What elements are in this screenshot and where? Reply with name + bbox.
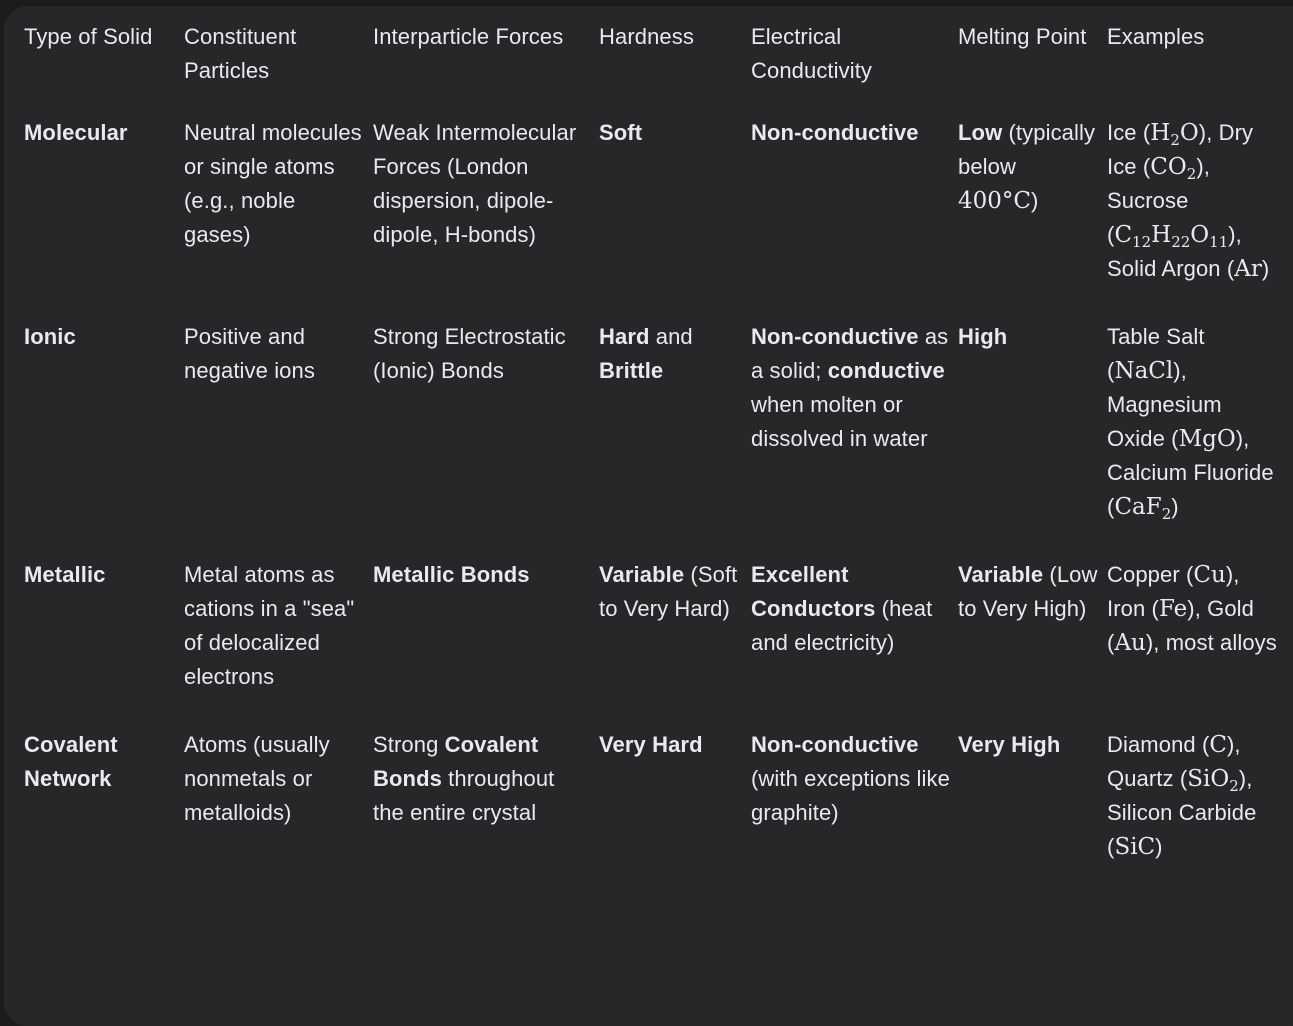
cell-conductivity — [751, 116, 958, 320]
text: Copper ( — [1107, 562, 1194, 587]
cell-type — [24, 320, 184, 558]
header-constituent-particles: Constituent Particles — [184, 24, 297, 83]
text: ), Dry Ice ( — [1107, 120, 1254, 179]
text: ), Silicon Carbide ( — [1107, 766, 1257, 859]
text: ) — [1031, 188, 1039, 213]
cell-melting-point — [958, 558, 1107, 728]
text: (Soft to Very Hard) — [599, 562, 738, 621]
bold-text: conductive — [827, 358, 945, 383]
subscript: 12 — [1132, 233, 1152, 251]
cell-hardness — [599, 728, 751, 898]
cell-conductivity — [751, 728, 958, 898]
bold-text: Non-conductive — [751, 120, 919, 145]
cell-examples — [1107, 320, 1287, 558]
text: ) — [1171, 494, 1179, 519]
subscript: 11 — [1209, 233, 1229, 251]
cell-conductivity — [751, 320, 958, 558]
bold-text: Covalent Bonds — [373, 732, 539, 791]
text: (with exceptions like graphite) — [751, 766, 950, 825]
bold-text: Soft — [599, 120, 643, 145]
cell-type — [24, 116, 184, 320]
formula: Fe — [1158, 596, 1188, 622]
table-row-ionic — [24, 320, 1287, 558]
cell-melting-point — [958, 116, 1107, 320]
bold-text: Excellent Conductors — [751, 562, 876, 621]
text: ), Solid Argon ( — [1107, 222, 1242, 281]
cell-hardness — [599, 558, 751, 728]
cell-melting-point — [958, 320, 1107, 558]
formula: C — [1209, 732, 1227, 758]
bold-text: Covalent Network — [24, 732, 118, 791]
bold-text: Non-conductive — [751, 324, 919, 349]
cell-forces — [373, 116, 599, 320]
text: (Low to Very High) — [958, 562, 1098, 621]
formula: $H_2$ — [1150, 120, 1180, 149]
text: ), Magnesium Oxide ( — [1107, 358, 1222, 451]
formula: Cu — [1193, 562, 1226, 588]
bold-text: Very High — [958, 732, 1061, 757]
header-electrical-conductivity: Electrical Conductivity — [751, 24, 873, 83]
cell-hardness — [599, 116, 751, 320]
subscript: 2 — [1186, 165, 1197, 183]
header-hardness: Hardness — [599, 24, 694, 49]
cell-examples — [1107, 116, 1287, 320]
bold-text: Metallic — [24, 562, 106, 587]
text: as a solid; — [751, 324, 949, 383]
cell-type — [24, 728, 184, 898]
solids-comparison-table — [24, 20, 1287, 898]
bold-text: Variable — [958, 562, 1044, 587]
cell-particles — [184, 320, 373, 558]
formula: SiO$_2$ — [1187, 766, 1239, 795]
text: ), Calcium Fluoride ( — [1107, 426, 1274, 519]
cell-examples — [1107, 558, 1287, 728]
formula: Ar — [1234, 256, 1262, 282]
header-examples: Examples — [1107, 24, 1205, 49]
text: Metal atoms as cations in a "sea" of delocalized electrons — [184, 562, 355, 689]
text: ), Gold ( — [1107, 596, 1254, 655]
formula: MgO — [1178, 426, 1236, 452]
table-row-molecular — [24, 116, 1287, 320]
text: ) — [1155, 834, 1163, 859]
bold-text: Non-conductive — [751, 732, 919, 757]
text: Table Salt ( — [1107, 324, 1205, 383]
formula: Au — [1114, 630, 1146, 656]
table-row-covalent-network — [24, 728, 1287, 898]
text: ), Iron ( — [1107, 562, 1240, 621]
cell-melting-point — [958, 728, 1107, 898]
formula: 400°C — [958, 188, 1031, 214]
subscript: 2 — [1161, 505, 1172, 523]
bold-text: Very Hard — [599, 732, 703, 757]
bold-text: Hard — [599, 324, 650, 349]
text: Strong Electrostatic (Ionic) Bonds — [373, 324, 566, 383]
bold-text: Variable — [599, 562, 685, 587]
text: throughout the entire crystal — [373, 766, 555, 825]
subscript: 2 — [1170, 131, 1180, 149]
text: ), most alloys — [1145, 630, 1277, 655]
cell-hardness — [599, 320, 751, 558]
cell-particles — [184, 728, 373, 898]
text: Weak Intermolecular Forces (London dispersion, dipole-dipole, H-bonds) — [373, 120, 577, 247]
header-melting-point: Melting Point — [958, 24, 1087, 49]
formula: $C_{12}$ — [1114, 222, 1152, 251]
text: (typically below — [958, 120, 1096, 179]
formula: SiC — [1114, 834, 1156, 860]
bold-text: Brittle — [599, 358, 664, 383]
bold-text: Ionic — [24, 324, 76, 349]
formula: $O_{11}$ — [1190, 222, 1229, 251]
bold-text: Metallic Bonds — [373, 562, 530, 587]
text: Positive and negative ions — [184, 324, 315, 383]
formula: $CO_2$ — [1150, 154, 1197, 183]
cell-conductivity — [751, 558, 958, 728]
text: Neutral molecules or single atoms (e.g., noble gases) — [184, 120, 362, 247]
text: Strong — [373, 732, 445, 757]
header-type-of-solid: Type of Solid — [24, 24, 153, 49]
formula: CaF$_2$ — [1114, 494, 1172, 523]
cell-particles — [184, 116, 373, 320]
bold-text: High — [958, 324, 1008, 349]
table-row-metallic — [24, 558, 1287, 728]
cell-forces — [373, 320, 599, 558]
text: (heat and electricity) — [751, 596, 933, 655]
subscript: 2 — [1229, 777, 1239, 795]
text: ) — [1261, 256, 1270, 281]
subscript: 22 — [1171, 233, 1191, 251]
text: Ice ( — [1107, 120, 1151, 145]
bold-text: Low — [958, 120, 1003, 145]
header-interparticle-forces: Interparticle Forces — [373, 24, 564, 49]
cell-forces — [373, 728, 599, 898]
cell-forces — [373, 558, 599, 728]
table-header-row — [24, 20, 1287, 116]
formula: O — [1179, 120, 1199, 146]
cell-particles — [184, 558, 373, 728]
text: Atoms (usually nonmetals or metalloids) — [184, 732, 330, 825]
text: ), Sucrose ( — [1107, 154, 1210, 247]
formula: $H_{22}$ — [1151, 222, 1191, 251]
response-card — [4, 6, 1293, 1026]
text: when molten or dissolved in water — [751, 392, 928, 451]
cell-type — [24, 558, 184, 728]
text: and — [649, 324, 693, 349]
text: Diamond ( — [1107, 732, 1210, 757]
cell-examples — [1107, 728, 1287, 898]
formula: NaCl — [1114, 358, 1174, 384]
bold-text: Molecular — [24, 120, 128, 145]
text: ), Quartz ( — [1107, 732, 1241, 791]
